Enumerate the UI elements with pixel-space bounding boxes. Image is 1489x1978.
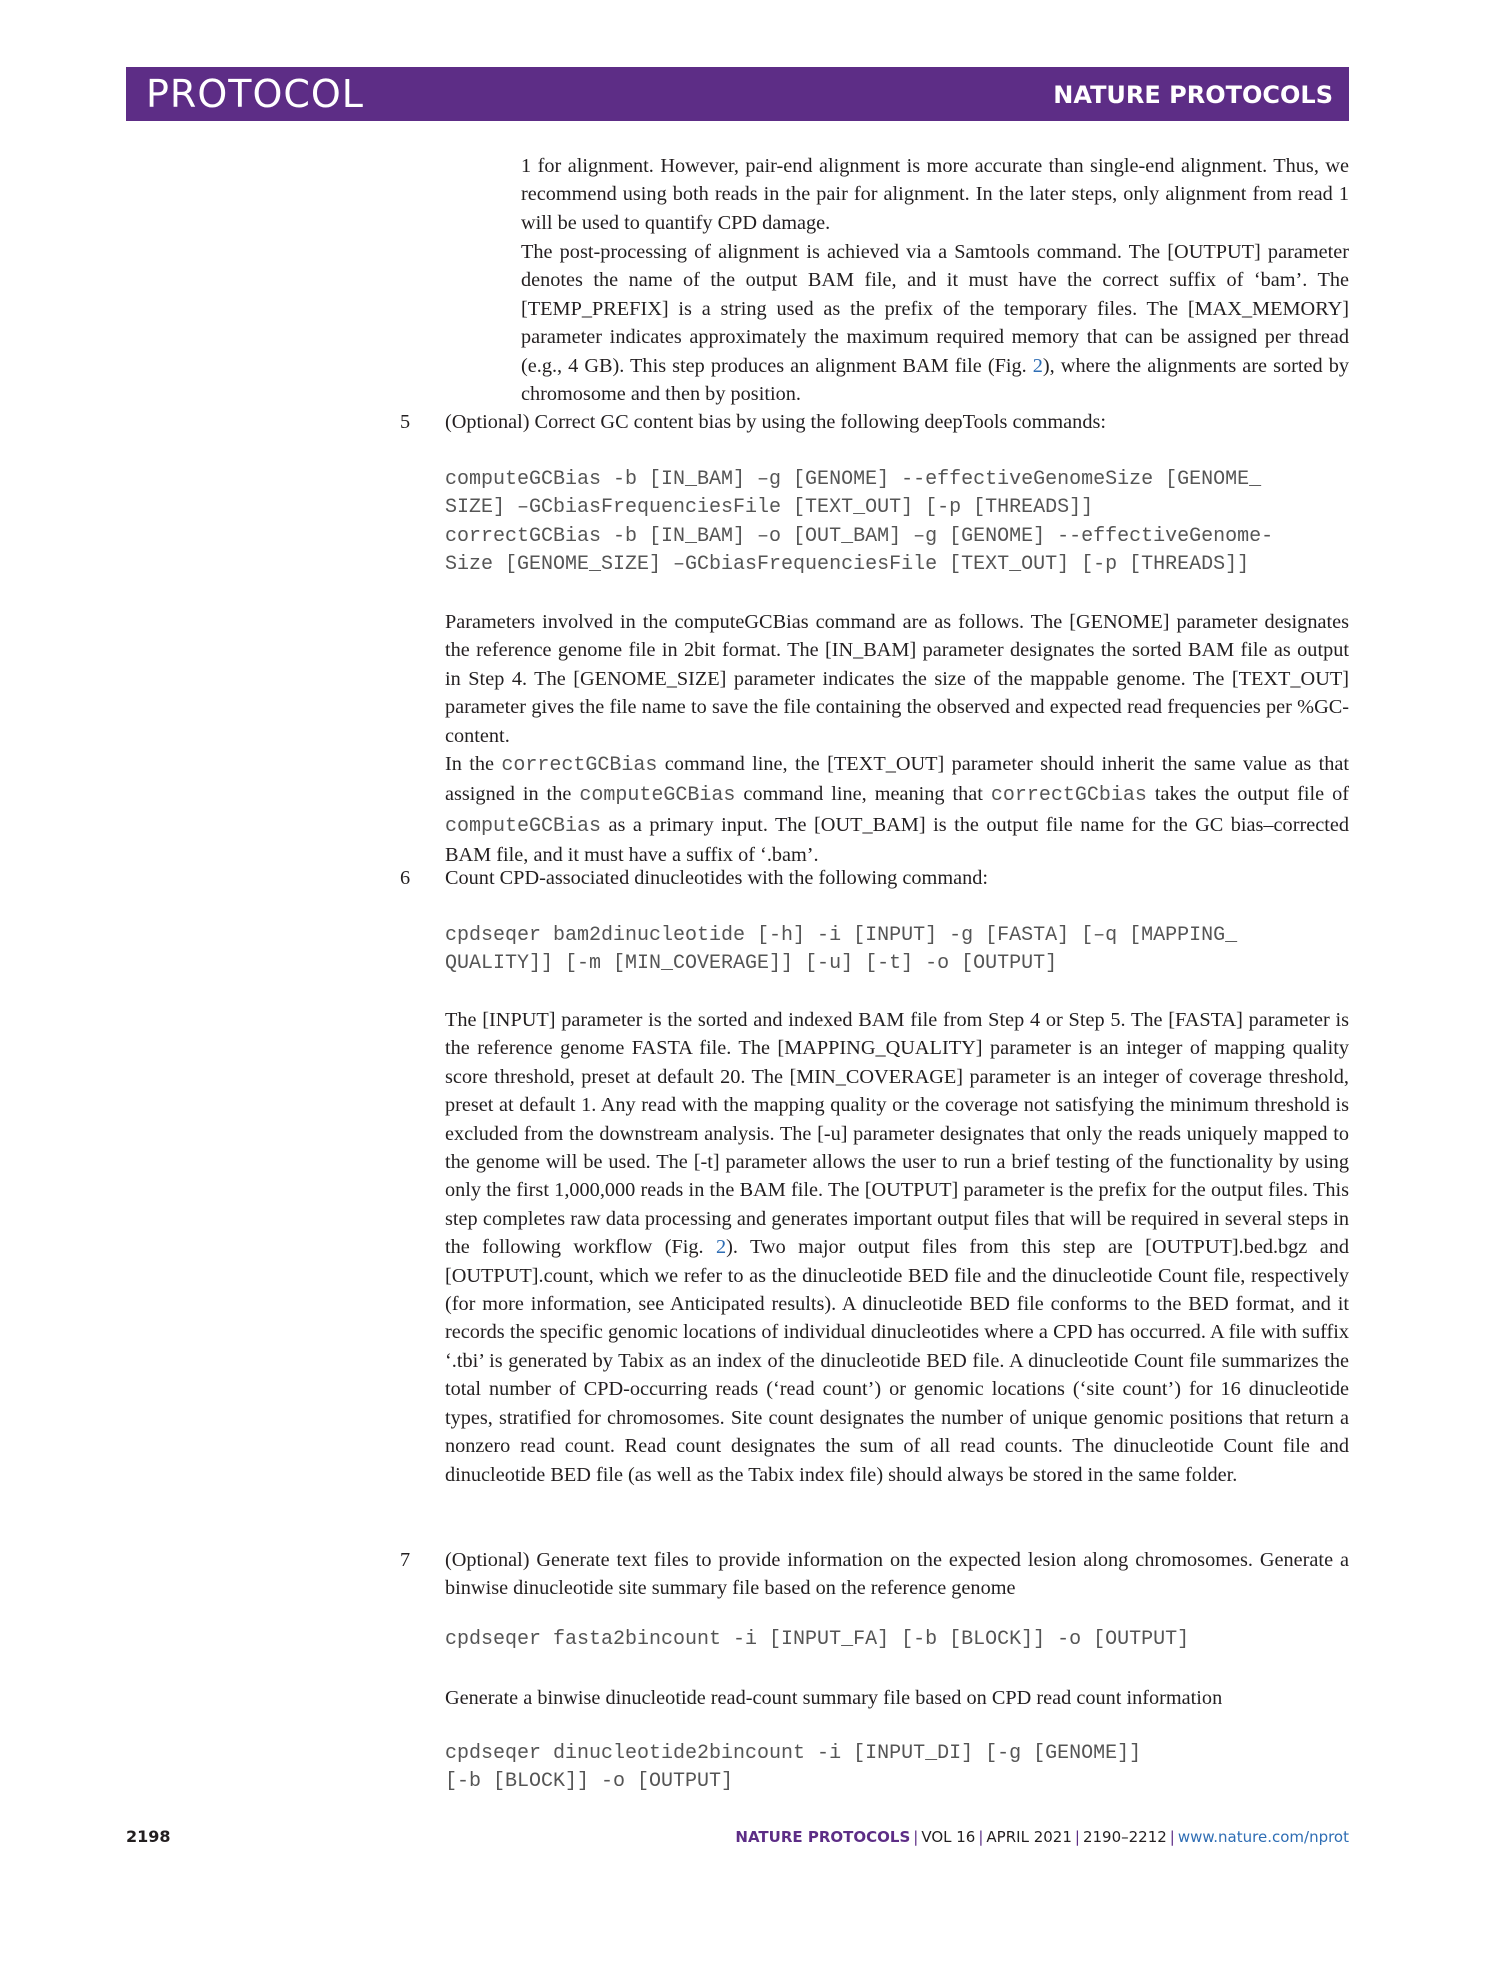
section-label: PROTOCOL [146, 72, 364, 116]
inline-code: computeGCBias [579, 784, 736, 808]
code-block-fasta2bincount: cpdseqer fasta2bincount -i [INPUT_FA] [-b [BLOCK]] -o [OUTPUT] [445, 1628, 1190, 1651]
code-block-dinucleotide2bincount: cpdseqer dinucleotide2bincount -i [INPUT_DI] [-g [GENOME]] [-b [BLOCK]] -o [OUTPUT] [445, 1742, 1142, 1794]
page-number: 2198 [126, 1827, 171, 1846]
inline-code: computeGCBias [445, 814, 602, 838]
footer-issue-date: APRIL 2021 [986, 1828, 1072, 1846]
figure-reference-link[interactable]: 2 [1032, 354, 1043, 377]
inline-code: correctGCBias [501, 754, 658, 777]
figure-reference-link[interactable]: 2 [715, 1236, 727, 1259]
paragraph-readcount-summary: Generate a binwise dinucleotide read-count summary file based on CPD read count information [445, 1687, 1223, 1709]
paragraph-correctgcbias: In the correctGCBias command line, the [TEXT_OUT] parameter should inherit the same value as that assigned in the computeGCBias command line, meaning that correctGCbias takes the output file of computeGCBias as a primary input. The [OUT_BAM] is the output file name for the GC bias–corrected BAM file, and it must have a suffix of ‘.bam’. [445, 753, 1349, 867]
paragraph-alignment-note: 1 for alignment. However, pair-end alignment is more accurate than single-end alignment. Thus, we recommend using both reads in the pair for alignment. In the later steps, only alignment from read 1 will be used to quantify CPD damage. [521, 155, 1349, 234]
footer-citation: NATURE PROTOCOLS | VOL 16 | APRIL 2021 | 2190–2212 | www.nature.com/nprot [735, 1828, 1349, 1846]
footer-journal: NATURE PROTOCOLS [735, 1828, 911, 1846]
paragraph-bam2dinucleotide-params: The [INPUT] parameter is the sorted and indexed BAM file from Step 4 or Step 5. The [FASTA] parameter is the reference genome FASTA file. The [MAPPING_QUALITY] parameter is an integer of mapping quality score threshold, preset at default 20. The [MIN_COVERAGE] parameter is an integer of coverage threshold, preset at default 1. Any read with the mapping quality or the coverage not satisfying the minimum threshold is excluded from the downstream analysis. The [-u] parameter designates that only the reads uniquely mapped to the genome will be used. The [-t] parameter allows the user to run a brief testing of the functionality by using only the first 1,000,000 reads in the BAM file. The [OUTPUT] parameter is the prefix for the output files. This step completes raw data processing and generates important output files that will be required in several steps in the following workflow (Fig. 2). Two major output files from this step are [OUTPUT].bed.bgz and [OUTPUT].count, which we refer to as the dinucleotide BED file and the dinucleotide Count file, respectively (for more information, see Anticipated results). A dinucleotide BED file conforms to the BED format, and it records the specific genomic locations of individual dinucleotides where a CPD has occurred. A file with suffix ‘.tbi’ is generated by Tabix as an index of the dinucleotide BED file. A dinucleotide Count file summarizes the total number of CPD-occurring reads (‘read count’) or genomic locations (‘site count’) for 16 dinucleotide types, stratified for chromosomes. Site count designates the number of unique genomic positions that return a nonzero read count. Read count designates the sum of all read counts. The dinucleotide Count file and dinucleotide BED file (as well as the Tabix index file) should always be stored in the same folder. [445, 1009, 1349, 1486]
step-number-5: 5 [400, 411, 411, 433]
step-number-7: 7 [400, 1549, 411, 1571]
paragraph-computegcbias-params: Parameters involved in the computeGCBias command are as follows. The [GENOME] parameter designates the reference genome file in 2bit format. The [IN_BAM] parameter designates the sorted BAM file as output in Step 4. The [GENOME_SIZE] parameter indicates the size of the mappable genome. The [TEXT_OUT] parameter gives the file name to save the file containing the observed and expected read frequencies per %GC-content. [445, 611, 1349, 747]
inline-code: correctGCbias [990, 784, 1147, 808]
footer-pages: 2190–2212 [1082, 1828, 1167, 1846]
code-block-gcbias: computeGCBias -b [IN_BAM] –g [GENOME] --effectiveGenomeSize [GENOME_ SIZE] –GCbiasFrequenciesFile [TEXT_OUT] [-p [THREADS]] correctGCBias -b [IN_BAM] –o [OUT_BAM] –g [GENOME] --effectiveGenome- Size [GENOME_SIZE] –GCbiasFrequenciesFile [TEXT_OUT] [-p [THREADS]] [445, 468, 1274, 577]
code-block-bam2dinucleotide: cpdseqer bam2dinucleotide [-h] -i [INPUT] -g [FASTA] [–q [MAPPING_ QUALITY]] [-m [MIN_COVERAGE]] [-u] [-t] -o [OUTPUT] [445, 924, 1238, 976]
footer-url[interactable]: www.nature.com/nprot [1177, 1828, 1349, 1846]
footer-volume: VOL 16 [921, 1828, 976, 1846]
step-7-text: (Optional) Generate text files to provide information on the expected lesion along chromosomes. Generate a binwise dinucleotide site summary file based on the reference genome [445, 1549, 1349, 1600]
step-6-text: Count CPD-associated dinucleotides with the following command: [445, 867, 989, 889]
step-number-6: 6 [400, 867, 411, 889]
step-5-text: (Optional) Correct GC content bias by using the following deepTools commands: [445, 411, 1106, 433]
header-banner [126, 67, 1349, 121]
journal-title: NATURE PROTOCOLS [1053, 81, 1333, 109]
paragraph-post-processing: The post-processing of alignment is achieved via a Samtools command. The [OUTPUT] parameter denotes the name of the output BAM file, and it must have the correct suffix of ‘bam’. The [TEMP_PREFIX] is a string used as the prefix of the temporary files. The [MAX_MEMORY] parameter indicates approximately the maximum required memory that can be assigned per thread (e.g., 4 GB). This step produces an alignment BAM file (Fig. 2), where the alignments are sorted by chromosome and then by position. [521, 241, 1349, 406]
